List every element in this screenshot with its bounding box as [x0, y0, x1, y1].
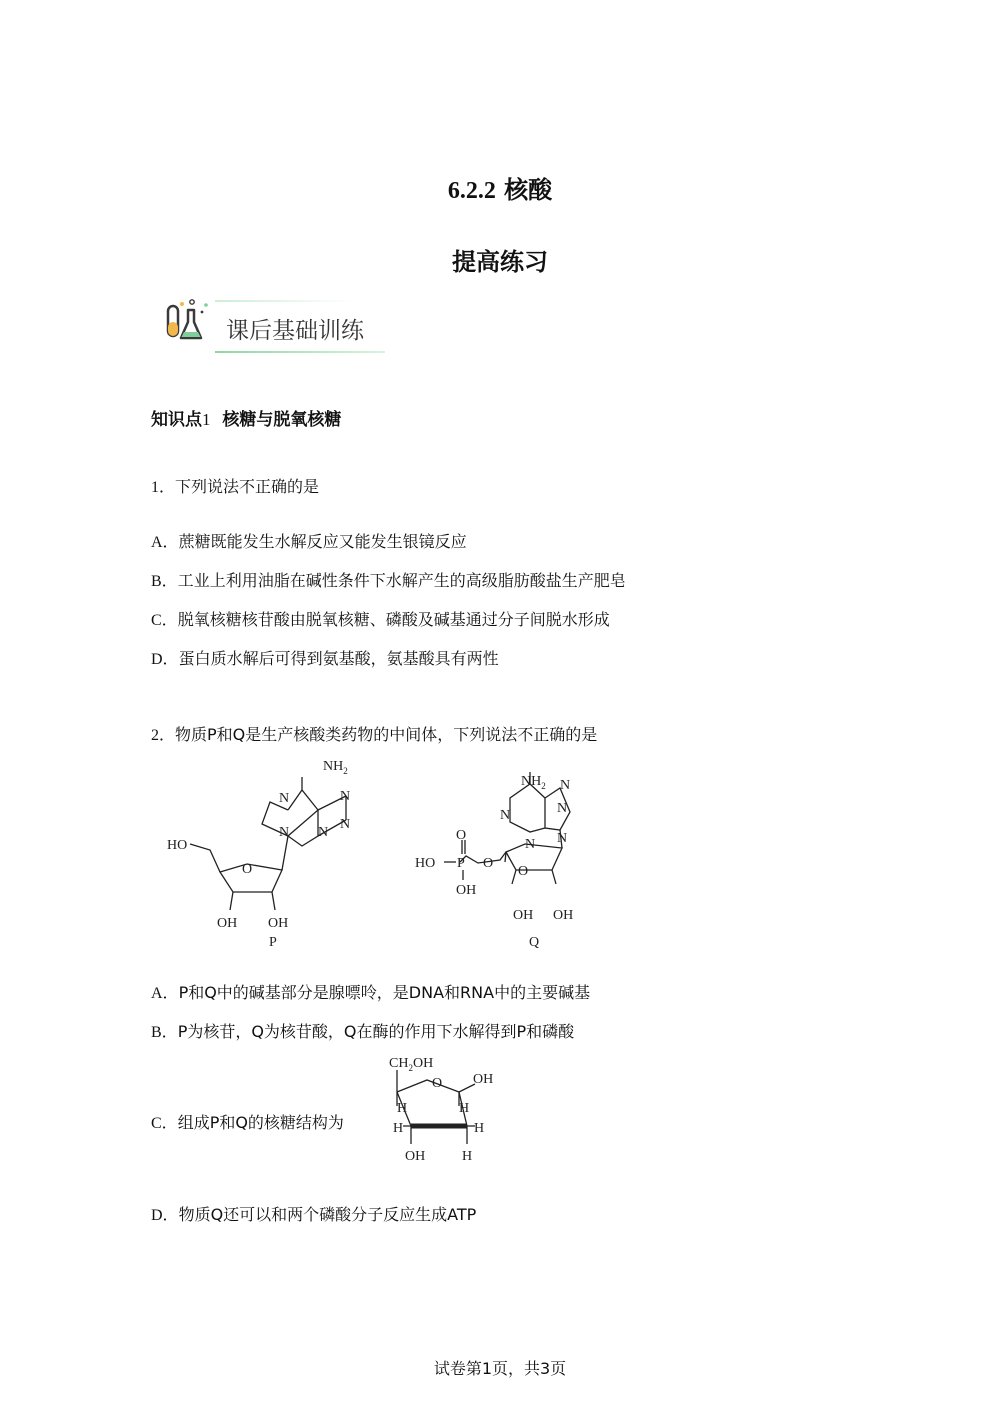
- q2-stem: [151, 722, 597, 745]
- option-letter: D．: [151, 1207, 179, 1224]
- title-text: 核酸: [504, 176, 553, 204]
- option-text: 脱氧核糖核苷酸由脱氧核糖、磷酸及碱基通过分子间脱水形成: [177, 610, 610, 629]
- option-text: 蔗糖既能发生水解反应又能发生银镜反应: [178, 532, 467, 551]
- option-text: P为核苷，Q为核苷酸，Q在酶的作用下水解得到P和磷酸: [177, 1022, 575, 1041]
- q-atom-n3: N: [557, 831, 568, 846]
- q-ho-label: HO: [415, 856, 436, 871]
- option-text: 蛋白质水解后可得到氨基酸，氨基酸具有两性: [178, 649, 499, 668]
- p-oh-right: OH: [268, 916, 289, 931]
- q2-number: 2．: [151, 727, 176, 744]
- banner-label: 课后基础训练: [226, 318, 364, 344]
- q2-option-c: [151, 1110, 344, 1133]
- p-atom-n3: N: [340, 817, 351, 832]
- q1-option-b: [151, 568, 626, 591]
- option-letter: A．: [151, 985, 179, 1002]
- q-phos-o-top: O: [456, 828, 467, 843]
- q2-option-d: [151, 1202, 476, 1225]
- ribose-structure: [385, 1050, 505, 1165]
- p-atom-n1: N: [279, 791, 290, 806]
- q1-stem: [151, 474, 319, 497]
- option-letter: D．: [151, 651, 179, 668]
- banner-underline: [215, 351, 385, 353]
- ribose-h-3: H: [393, 1121, 404, 1136]
- flask-icon: [162, 298, 217, 348]
- option-letter: C．: [151, 1115, 178, 1132]
- title-number: 6.2.2: [447, 178, 496, 204]
- q2-option-b: [151, 1019, 574, 1042]
- banner-top-line: [215, 300, 355, 302]
- q-ring-o: O: [518, 864, 529, 879]
- option-letter: A．: [151, 534, 179, 551]
- p-atom-n2: N: [340, 789, 351, 804]
- structure-figure: [160, 752, 600, 957]
- ribose-ch2oh: $CH_2OH$: [389, 1056, 434, 1073]
- q1-text: 下列说法不正确的是: [175, 477, 320, 496]
- kp-number: 1: [202, 410, 211, 429]
- q-atom-n1: N: [500, 808, 511, 823]
- q1-option-a: [151, 529, 467, 552]
- q-label: Q: [529, 935, 540, 950]
- ribose-h-bottom: H: [462, 1149, 473, 1164]
- p-ring-o: O: [242, 862, 253, 877]
- kp-topic: 核糖与脱氧核糖: [222, 410, 342, 430]
- page-title: [0, 170, 1000, 205]
- q-oh-left: OH: [513, 908, 534, 923]
- ribose-oh-bottom: OH: [405, 1149, 426, 1164]
- option-letter: C．: [151, 612, 178, 629]
- q-oh-right: OH: [553, 908, 574, 923]
- q-atom-n2: N: [557, 801, 568, 816]
- option-text: 工业上利用油脂在碱性条件下水解产生的高级脂肪酸盐生产肥皂: [177, 571, 626, 590]
- q-p-atom: P: [457, 856, 465, 871]
- q-nh2-label: $NH_2$: [521, 774, 546, 791]
- p-nh2-label: $NH_2$: [323, 759, 348, 776]
- p-atom-n5: N: [279, 825, 290, 840]
- p-ho-label: HO: [167, 838, 188, 853]
- ribose-ring-o: O: [432, 1076, 443, 1091]
- ribose-oh-top: OH: [473, 1072, 494, 1087]
- page-subtitle: 提高练习: [452, 248, 548, 276]
- q2-option-a: [151, 980, 590, 1003]
- page-footer: 试卷第1页，共3页: [433, 1359, 567, 1378]
- ribose-h-2: H: [459, 1101, 470, 1116]
- q-bridge-o: O: [483, 856, 494, 871]
- q1-number: 1．: [151, 479, 176, 496]
- q-atom-n4: N: [525, 837, 536, 852]
- knowledge-point-heading: [151, 405, 341, 430]
- q2-text: 物质P和Q是生产核酸类药物的中间体，下列说法不正确的是: [175, 725, 598, 744]
- q-phos-oh: OH: [456, 883, 477, 898]
- q1-option-d: [151, 646, 499, 669]
- q1-option-c: [151, 607, 610, 630]
- q-atom-n5: N: [560, 778, 571, 793]
- p-label: P: [269, 935, 277, 950]
- p-oh-left: OH: [217, 916, 238, 931]
- ribose-h-4: H: [474, 1121, 485, 1136]
- p-atom-n4: N: [318, 825, 329, 840]
- kp-prefix: 知识点: [151, 410, 202, 430]
- ribose-h-1: H: [397, 1101, 408, 1116]
- option-text: P和Q中的碱基部分是腺嘌呤，是DNA和RNA中的主要碱基: [178, 983, 591, 1002]
- option-text: 物质Q还可以和两个磷酸分子反应生成ATP: [178, 1205, 477, 1224]
- option-letter: B．: [151, 573, 178, 590]
- option-text: 组成P和Q的核糖结构为: [177, 1113, 344, 1132]
- option-letter: B．: [151, 1024, 178, 1041]
